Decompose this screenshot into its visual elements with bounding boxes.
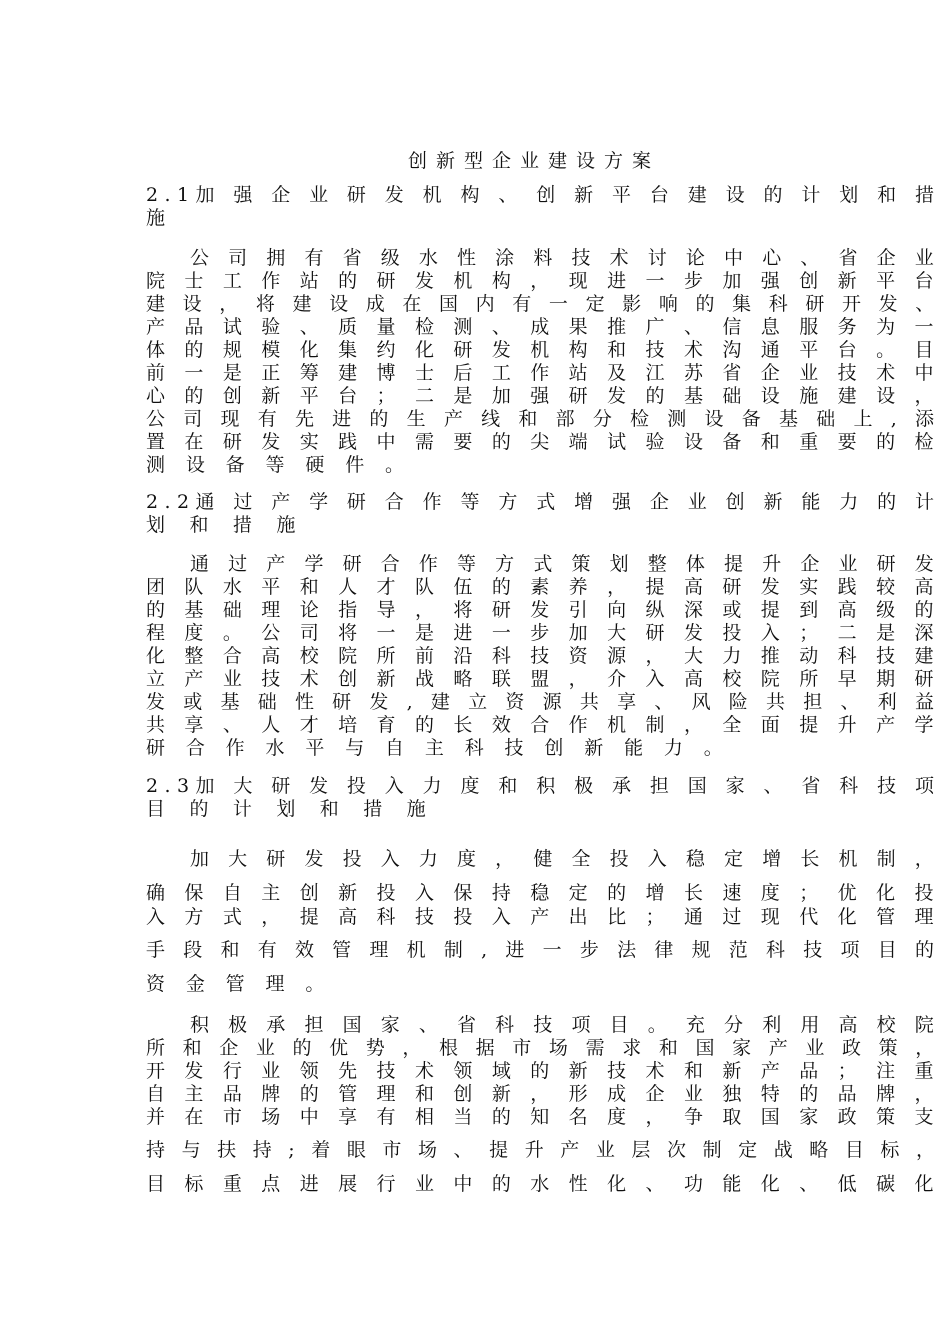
- paragraph-line: 手 段 和 有 效 管 理 机 制 , 进 一 步 法 律 规 范 科 技 项 目 的: [146, 939, 941, 961]
- paragraph-line: 立 产 业 技 术 创 新 战 略 联 盟 ， 介 入 高 校 院 所 早 期 研: [146, 668, 941, 690]
- paragraph-line: 院 士 工 作 站 的 研 发 机 构 ， 现 进 一 步 加 强 创 新 平 台: [146, 270, 941, 292]
- paragraph-line: 目 标 重 点 进 展 行 业 中 的 水 性 化 、 功 能 化 、 低 碳 化: [146, 1173, 941, 1195]
- paragraph-line: 通 过 产 学 研 合 作 等 方 式 策 划 整 体 提 升 企 业 研 发: [190, 553, 941, 575]
- paragraph-line: 自 主 品 牌 的 管 理 和 创 新 ， 形 成 企 业 独 特 的 品 牌 ，: [146, 1083, 941, 1105]
- section-heading-2-1-cont: 施: [146, 207, 175, 229]
- paragraph-line: 加 大 研 发 投 入 力 度 ， 健 全 投 入 稳 定 增 长 机 制 ，: [190, 848, 941, 870]
- paragraph-line: 置 在 研 发 实 践 中 需 要 的 尖 端 试 验 设 备 和 重 要 的 检: [146, 431, 941, 453]
- paragraph-line: 前 一 是 正 筹 建 博 士 后 工 作 站 及 江 苏 省 企 业 技 术 中: [146, 362, 941, 384]
- section-heading-2-3: 2.3加 大 研 发 投 入 力 度 和 积 极 承 担 国 家 、 省 科 技 项: [146, 775, 941, 797]
- paragraph-line: 公 司 拥 有 省 级 水 性 涂 料 技 术 讨 论 中 心 、 省 企 业: [190, 247, 941, 269]
- paragraph-line: 发 或 基 础 性 研 发 , 建 立 资 源 共 享 、 风 险 共 担 、 利 益: [146, 691, 941, 713]
- section-heading-2-1: 2.1加 强 企 业 研 发 机 构 、 创 新 平 台 建 设 的 计 划 和 措: [146, 184, 941, 206]
- paragraph-line: 积 极 承 担 国 家 、 省 科 技 项 目 。 充 分 利 用 高 校 院: [190, 1014, 941, 1036]
- paragraph-line: 团 队 水 平 和 人 才 队 伍 的 素 养 ， 提 高 研 发 实 践 较 高: [146, 576, 941, 598]
- section-heading-2-2-cont: 划 和 措 施: [146, 514, 305, 536]
- paragraph-line: 产 品 试 验 、 质 量 检 测 、 成 果 推 广 、 信 息 服 务 为 一: [146, 316, 941, 338]
- paragraph-line: 确 保 自 主 创 新 投 入 保 持 稳 定 的 增 长 速 度 ； 优 化 投: [146, 882, 941, 904]
- paragraph-line: 的 基 础 理 论 指 导 ， 将 研 发 引 向 纵 深 或 提 到 高 级 的: [146, 599, 941, 621]
- paragraph-line: 建 设 ， 将 建 设 成 在 国 内 有 一 定 影 响 的 集 科 研 开 发 、: [146, 293, 941, 315]
- paragraph-line: 测 设 备 等 硬 件 。: [146, 454, 412, 476]
- section-heading-2-3-cont: 目 的 计 划 和 措 施: [146, 798, 435, 820]
- paragraph-line: 体 的 规 模 化 集 约 化 研 发 机 构 和 技 术 沟 通 平 台 。 目: [146, 339, 941, 361]
- paragraph-line: 共 享 、 人 才 培 育 的 长 效 合 作 机 制 ， 全 面 提 升 产 学: [146, 714, 941, 736]
- paragraph-line: 并 在 市 场 中 享 有 相 当 的 知 名 度 ， 争 取 国 家 政 策 支: [146, 1106, 941, 1128]
- paragraph-line: 化 整 合 高 校 院 所 前 沿 科 技 资 源 ， 大 力 推 动 科 技 建: [146, 645, 941, 667]
- paragraph-line: 开 发 行 业 领 先 技 术 领 域 的 新 技 术 和 新 产 品 ； 注 重: [146, 1060, 941, 1082]
- document-title: 创新型企业建设方案: [408, 150, 661, 172]
- paragraph-line: 所 和 企 业 的 优 势 ， 根 据 市 场 需 求 和 国 家 产 业 政 策 ，: [146, 1037, 941, 1059]
- paragraph-line: 心 的 创 新 平 台 ； 二 是 加 强 研 发 的 基 础 设 施 建 设 ，: [146, 385, 941, 407]
- section-heading-2-2: 2.2通 过 产 学 研 合 作 等 方 式 增 强 企 业 创 新 能 力 的 计: [146, 491, 941, 513]
- paragraph-line: 持 与 扶 持 ; 着 眼 市 场 、 提 升 产 业 层 次 制 定 战 略 目 标 ，: [146, 1139, 941, 1161]
- paragraph-line: 程 度 。 公 司 将 一 是 进 一 步 加 大 研 发 投 入 ； 二 是 深: [146, 622, 941, 644]
- paragraph-line: 研 合 作 水 平 与 自 主 科 技 创 新 能 力 。: [146, 737, 731, 759]
- paragraph-line: 入 方 式 ， 提 高 科 技 投 入 产 出 比 ； 通 过 现 代 化 管 理: [146, 906, 941, 928]
- paragraph-line: 公 司 现 有 先 进 的 生 产 线 和 部 分 检 测 设 备 基 础 上 , 添: [146, 408, 941, 430]
- paragraph-line: 资 金 管 理 。: [146, 973, 332, 995]
